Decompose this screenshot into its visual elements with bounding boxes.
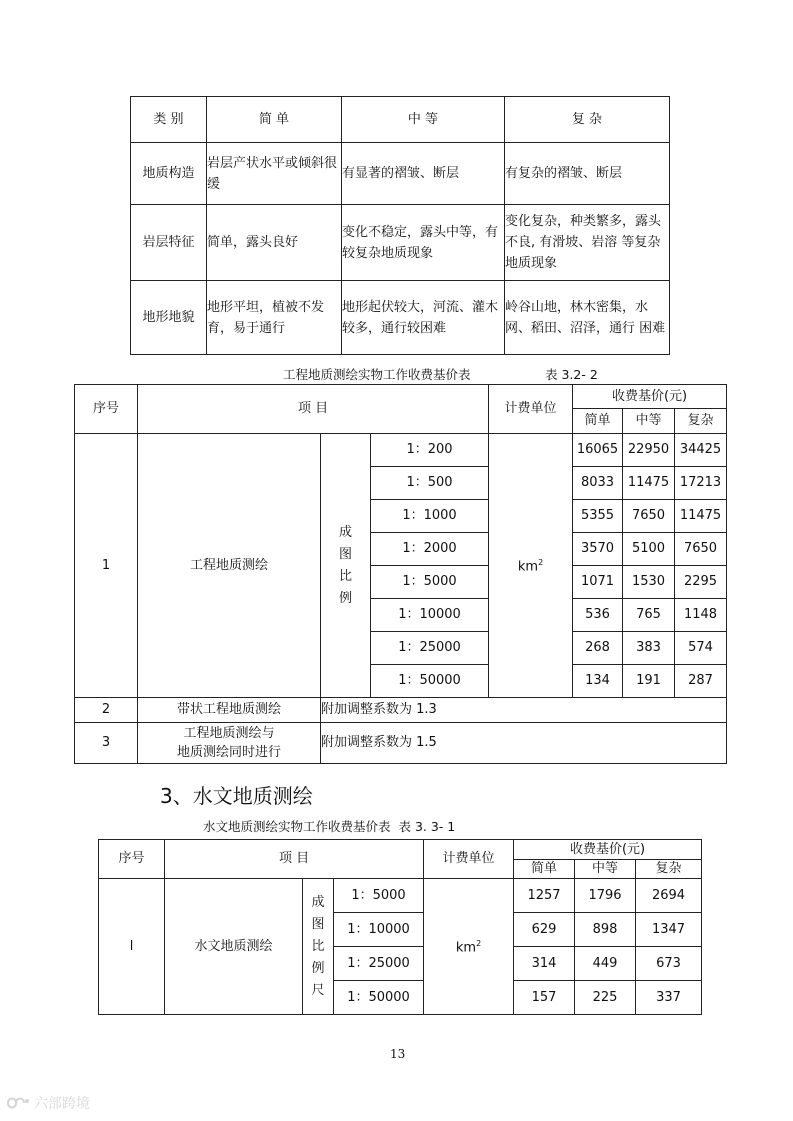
cell-complex: 2694 xyxy=(636,879,702,913)
cell-complex: 17213 xyxy=(675,467,727,500)
cell-scale: 1：2000 xyxy=(371,533,489,566)
cell-seq: 2 xyxy=(75,698,138,723)
table-caption xyxy=(283,365,598,383)
unit-sup: 2 xyxy=(476,939,482,949)
caption-number: 表 3.2- 2 xyxy=(545,367,598,382)
cell-simple: 16065 xyxy=(573,434,623,467)
cell-complex: 7650 xyxy=(675,533,727,566)
caption-title: 工程地质测绘实物工作收费基价表 xyxy=(283,367,471,382)
cell-medium: 变化不稳定，露头中等，有较复杂地质现象 xyxy=(342,205,505,281)
watermark-text: 六部跨境 xyxy=(34,1096,90,1112)
cell-complex: 34425 xyxy=(675,434,727,467)
unit-text: km xyxy=(517,559,539,575)
cell-scale-label xyxy=(303,879,334,1015)
cell-scale: 1：10000 xyxy=(334,913,424,947)
cell-unit xyxy=(489,434,573,698)
cell-scale: 1：25000 xyxy=(334,947,424,981)
cell-simple: 地形平坦，植被不发育，易于通行 xyxy=(207,281,342,355)
cell-scale: 1：50000 xyxy=(371,665,489,698)
item-name-line2: 地质测绘同时进行 xyxy=(176,745,281,760)
cell-complex: 287 xyxy=(675,665,727,698)
header-category: 类 别 xyxy=(131,97,207,143)
header-price: 收费基价(元) xyxy=(514,840,702,860)
header-seq: 序号 xyxy=(99,840,165,879)
cell-note: 附加调整系数为 1.5 xyxy=(321,723,727,764)
cell-complex: 有复杂的褶皱、断层 xyxy=(505,143,670,205)
table-row xyxy=(131,205,670,281)
scale-label-text: 成图比例 xyxy=(339,524,353,606)
header-item: 项 目 xyxy=(165,840,424,879)
cell-simple: 3570 xyxy=(573,533,623,566)
section-heading: 3、水文地质测绘 xyxy=(160,784,313,808)
table-header-row xyxy=(131,97,670,143)
cell-simple: 268 xyxy=(573,632,623,665)
cell-simple: 5355 xyxy=(573,500,623,533)
table-row xyxy=(75,698,727,723)
cell-item-name: 工程地质测绘 xyxy=(138,434,321,698)
cell-simple: 629 xyxy=(514,913,575,947)
cell-medium: 7650 xyxy=(623,500,675,533)
table-caption xyxy=(203,817,455,835)
header-medium: 中 等 xyxy=(342,97,505,143)
row-label: 地质构造 xyxy=(131,143,207,205)
cell-complex: 1148 xyxy=(675,599,727,632)
cell-scale: 1：5000 xyxy=(371,566,489,599)
cell-scale: 1：500 xyxy=(371,467,489,500)
watermark xyxy=(5,1093,90,1113)
cell-simple: 8033 xyxy=(573,467,623,500)
cell-complex: 673 xyxy=(636,947,702,981)
cell-complex: 岭谷山地，林木密集，水网、稻田、沼泽，通行 困难 xyxy=(505,281,670,355)
cell-complex: 11475 xyxy=(675,500,727,533)
cell-medium: 898 xyxy=(575,913,636,947)
cell-complex: 1347 xyxy=(636,913,702,947)
geo-survey-price-table xyxy=(74,384,727,764)
header-complex: 复 杂 xyxy=(505,97,670,143)
cell-medium: 449 xyxy=(575,947,636,981)
header-medium: 中等 xyxy=(623,409,675,434)
cell-item-name xyxy=(138,723,321,764)
cell-scale: 1：5000 xyxy=(334,879,424,913)
table-row xyxy=(131,143,670,205)
cell-medium: 383 xyxy=(623,632,675,665)
cell-simple: 536 xyxy=(573,599,623,632)
header-simple: 简单 xyxy=(514,860,575,879)
item-name-line1: 工程地质测绘与 xyxy=(183,726,275,741)
cell-note: 附加调整系数为 1.3 xyxy=(321,698,727,723)
cell-scale-label xyxy=(321,434,371,698)
hydro-survey-price-table xyxy=(98,839,702,1015)
header-complex: 复杂 xyxy=(636,860,702,879)
cell-seq: 3 xyxy=(75,723,138,764)
scale-label-text: 成图比例尺 xyxy=(311,894,325,998)
caption-number: 表 3. 3- 1 xyxy=(398,819,456,834)
header-seq: 序号 xyxy=(75,385,138,434)
cell-item-name: 带状工程地质测绘 xyxy=(138,698,321,723)
cell-simple: 157 xyxy=(514,981,575,1015)
header-unit: 计费单位 xyxy=(489,385,573,434)
cell-scale: 1：25000 xyxy=(371,632,489,665)
cell-medium: 5100 xyxy=(623,533,675,566)
row-label: 地形地貌 xyxy=(131,281,207,355)
cell-medium: 225 xyxy=(575,981,636,1015)
cell-scale: 1：10000 xyxy=(371,599,489,632)
header-item: 项 目 xyxy=(138,385,489,434)
cell-simple: 134 xyxy=(573,665,623,698)
cell-scale: 1：50000 xyxy=(334,981,424,1015)
header-medium: 中等 xyxy=(575,860,636,879)
cell-medium: 1796 xyxy=(575,879,636,913)
caption-title: 水文地质测绘实物工作收费基价表 xyxy=(203,819,391,834)
cell-medium: 765 xyxy=(623,599,675,632)
header-price: 收费基价(元) xyxy=(573,385,727,409)
cell-simple: 1071 xyxy=(573,566,623,599)
item-name-wrap xyxy=(138,723,320,763)
page-number: 13 xyxy=(390,1047,406,1061)
cell-medium: 有显著的褶皱、断层 xyxy=(342,143,505,205)
table-header-row xyxy=(75,385,727,409)
row-label: 岩层特征 xyxy=(131,205,207,281)
cell-medium: 22950 xyxy=(623,434,675,467)
unit-text: km xyxy=(455,940,477,956)
cell-complex: 337 xyxy=(636,981,702,1015)
cell-seq: 1 xyxy=(75,434,138,698)
cell-simple: 岩层产状水平或倾斜很缓 xyxy=(207,143,342,205)
header-simple: 简 单 xyxy=(207,97,342,143)
unit-sup: 2 xyxy=(538,558,544,568)
table-row xyxy=(99,879,702,913)
cell-complex: 574 xyxy=(675,632,727,665)
table-row xyxy=(75,723,727,764)
cell-medium: 191 xyxy=(623,665,675,698)
cell-seq: l xyxy=(99,879,165,1015)
header-unit: 计费单位 xyxy=(424,840,514,879)
cell-complex: 变化复杂，种类繁多，露头不良, 有滑坡、岩溶 等复杂地质现象 xyxy=(505,205,670,281)
table-row xyxy=(131,281,670,355)
cell-unit xyxy=(424,879,514,1015)
table-header-row xyxy=(99,840,702,860)
cell-scale: 1：1000 xyxy=(371,500,489,533)
cell-medium: 11475 xyxy=(623,467,675,500)
cell-medium: 1530 xyxy=(623,566,675,599)
cell-scale: 1：200 xyxy=(371,434,489,467)
cell-simple: 简单，露头良好 xyxy=(207,205,342,281)
cell-simple: 1257 xyxy=(514,879,575,913)
watermark-logo-icon xyxy=(5,1094,31,1112)
table-row xyxy=(75,434,727,467)
complexity-table xyxy=(130,96,670,355)
cell-item-name: 水文地质测绘 xyxy=(165,879,303,1015)
cell-medium: 地形起伏较大，河流、灌木较多，通行较困难 xyxy=(342,281,505,355)
header-complex: 复杂 xyxy=(675,409,727,434)
cell-simple: 314 xyxy=(514,947,575,981)
cell-complex: 2295 xyxy=(675,566,727,599)
header-simple: 简单 xyxy=(573,409,623,434)
